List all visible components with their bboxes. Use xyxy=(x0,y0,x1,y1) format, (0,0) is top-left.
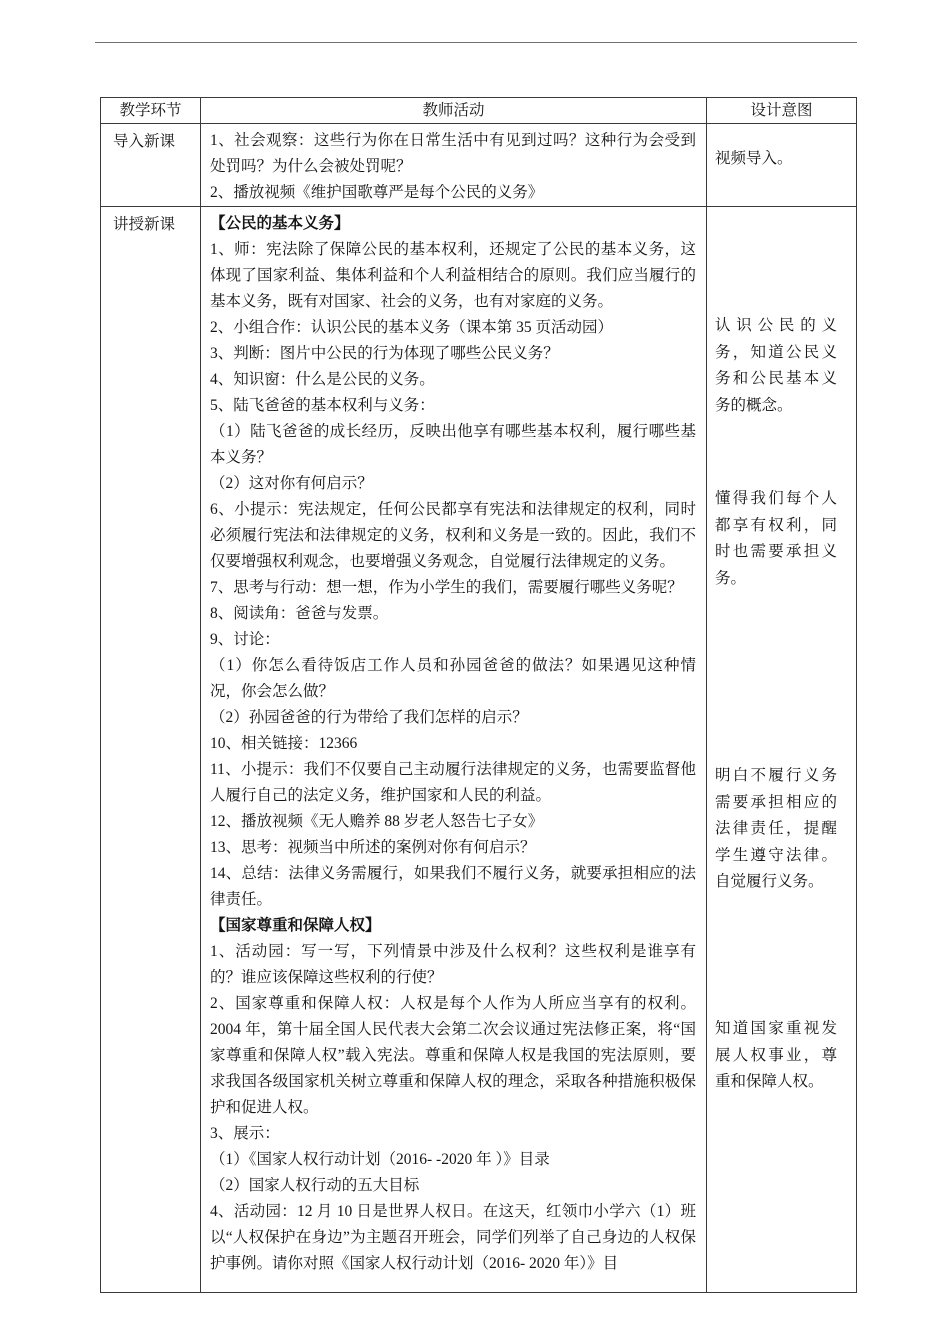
col-header-activities: 教师活动 xyxy=(201,98,707,124)
activity-item: 3、判断：图片中公民的行为体现了哪些公民义务？ xyxy=(210,345,559,362)
col-header-intent: 设计意图 xyxy=(707,98,857,124)
lesson-row xyxy=(101,124,857,207)
design-intent-note: 明白不履行义务需要承担相应的法律责任，提醒学生遵守法律。自觉履行义务。 xyxy=(715,767,837,890)
section-heading: 【公民的基本义务】 xyxy=(210,215,350,232)
table-header-row xyxy=(101,98,857,124)
design-intent-note: 懂得我们每个人都享有权利，同时也需要承担义务。 xyxy=(715,490,837,587)
activity-item: 5、陆飞爸爸的基本权利与义务： xyxy=(210,397,435,414)
activity-item: 6、小提示：宪法规定，任何公民都享有宪法和法律规定的权利，同时必须履行宪法和法律规定的义务，权利和义务是一致的。因此，我们不仅要增强权利观念，也要增强义务观念，自觉履行法律规定的义务。 xyxy=(210,501,696,570)
activity-item: 2、小组合作：认识公民的基本义务（课本第 35 页活动园） xyxy=(210,319,614,336)
lesson-plan-table xyxy=(100,97,857,1293)
activity-item: 13、思考：视频当中所述的案例对你有何启示？ xyxy=(210,839,536,856)
activity-item: 10、相关链接：12366 xyxy=(210,735,358,752)
lesson-row xyxy=(101,207,857,1293)
design-intent-note: 知道国家重视发展人权事业，尊重和保障人权。 xyxy=(715,1020,837,1090)
activity-item: 1、活动园：写一写，下列情景中涉及什么权利？这些权利是谁享有的？谁应该保障这些权利的行使？ xyxy=(210,943,696,986)
activity-item: （1）陆飞爸爸的成长经历，反映出他享有哪些基本权利，履行哪些基本义务？ xyxy=(210,423,696,466)
activity-item: （2）这对你有何启示？ xyxy=(210,475,373,492)
design-intent-note: 认识公民的义务，知道公民义务和公民基本义务的概念。 xyxy=(715,317,837,414)
activity-item: （2）国家人权行动的五大目标 xyxy=(210,1177,420,1194)
activity-item: （1）你怎么看待饭店工作人员和孙园爸爸的做法？如果遇见这种情况，你会怎么做？ xyxy=(210,657,696,700)
activity-item: 14、总结：法律义务需履行，如果我们不履行义务，就要承担相应的法律责任。 xyxy=(210,865,696,908)
activities-cell xyxy=(201,207,707,1293)
intent-cell xyxy=(707,124,857,207)
activities-cell xyxy=(201,124,707,207)
activity-item: 11、小提示：我们不仅要自己主动履行法律规定的义务，也需要监督他人履行自己的法定义务，维护国家和人民的利益。 xyxy=(210,761,696,804)
page-header-rule xyxy=(95,42,857,43)
stage-cell xyxy=(101,207,201,1293)
stage-cell xyxy=(101,124,201,207)
activity-item: （2）孙园爸爸的行为带给了我们怎样的启示？ xyxy=(210,709,528,726)
activity-item: 9、讨论： xyxy=(210,631,280,648)
stage-label: 讲授新课 xyxy=(113,216,176,233)
activity-item: （1）《国家人权行动计划（2016- -2020 年 ）》目录 xyxy=(210,1151,550,1168)
activity-item: 1、社会观察：这些行为你在日常生活中有见到过吗？这种行为会受到处罚吗？为什么会被处罚呢？ xyxy=(210,132,696,175)
activity-item: 12、播放视频《无人赡养 88 岁老人怒告七子女》 xyxy=(210,813,544,830)
stage-label: 导入新课 xyxy=(113,133,176,150)
col-header-stage: 教学环节 xyxy=(101,98,201,124)
activity-item: 1、师：宪法除了保障公民的基本权利，还规定了公民的基本义务，这体现了国家利益、集体利益和个人利益相结合的原则。我们应当履行的基本义务，既有对国家、社会的义务，也有对家庭的义务。 xyxy=(210,241,696,310)
activity-item: 7、思考与行动：想一想，作为小学生的我们，需要履行哪些义务呢？ xyxy=(210,579,683,596)
activity-item: 4、活动园：12 月 10 日是世界人权日。在这天，红领巾小学六（1）班以“人权保护在身边”为主题召开班会，同学们列举了自己身边的人权保护事例。请你对照《国家人权行动计划（2016- 2020 年）》目 xyxy=(210,1203,696,1272)
design-intent-note: 视频导入。 xyxy=(715,150,793,167)
intent-cell xyxy=(707,207,857,1293)
activity-item: 2、国家尊重和保障人权：人权是每个人作为人所应当享有的权利。2004 年，第十届全国人民代表大会第二次会议通过宪法修正案，将“国家尊重和保障人权”载入宪法。尊重和保障人权是我国的宪法原则，要求我国各级国家机关树立尊重和保障人权的理念，采取各种措施积极保护和促进人权。 xyxy=(210,995,696,1116)
activity-item: 8、阅读角：爸爸与发票。 xyxy=(210,605,389,622)
activity-item: 2、播放视频《维护国歌尊严是每个公民的义务》 xyxy=(210,184,544,201)
activity-item: 3、展示： xyxy=(210,1125,280,1142)
activity-item: 4、知识窗：什么是公民的义务。 xyxy=(210,371,435,388)
section-heading: 【国家尊重和保障人权】 xyxy=(210,917,381,934)
